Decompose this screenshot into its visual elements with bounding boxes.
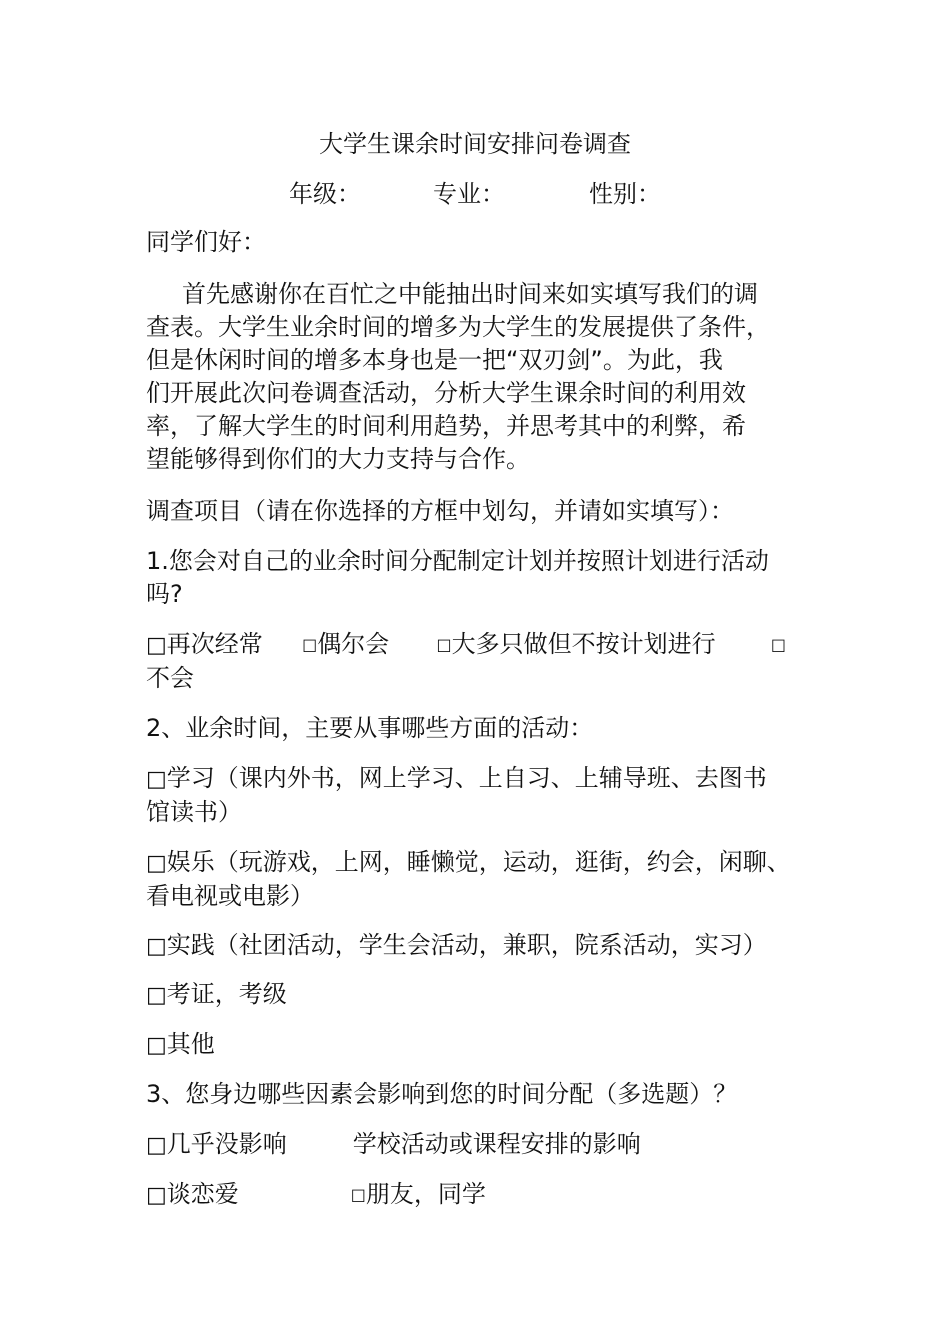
option-label: 实践（社团活动，学生会活动，兼职，院系活动，实习） (166, 931, 767, 959)
question-text: 1.您会对自己的业余时间分配制定计划并按照计划进行活动 (146, 547, 769, 575)
option-checkbox[interactable]: □ (146, 1133, 167, 1158)
option-label: 学校活动或课程安排的影响 (352, 1130, 641, 1158)
option-label: 其他 (166, 1030, 215, 1058)
intro-line: 首先感谢你在百忙之中能抽出时间来如实填写我们的调 (182, 280, 758, 308)
question-2-option-entertainment (146, 846, 826, 913)
question-3-options-row-2 (146, 1178, 826, 1212)
option-checkbox[interactable]: □ (146, 1183, 167, 1208)
option-label: 看电视或电影） (146, 882, 314, 910)
option-checkbox[interactable]: □ (350, 1185, 366, 1204)
intro-line: 查表。大学生业余时间的增多为大学生的发展提供了条件， (146, 313, 770, 341)
option-label: 不会 (146, 664, 194, 692)
major-label: 专业： (433, 180, 505, 208)
grade-label: 年级： (289, 180, 361, 208)
question-2-option-study (146, 762, 826, 829)
option-label: 大多只做但不按计划进行 (451, 630, 716, 658)
option-checkbox[interactable]: □ (146, 633, 167, 658)
option-label: 学习（课内外书，网上学习、上自习、上辅导班、去图书 (166, 764, 767, 792)
intro-paragraph (146, 278, 826, 476)
gender-label: 性别： (589, 180, 661, 208)
option-label: 再次经常 (166, 630, 263, 658)
intro-line: 望能够得到你们的大力支持与合作。 (146, 445, 530, 473)
question-2: 2、业余时间，主要从事哪些方面的活动： (146, 714, 594, 742)
option-label: 偶尔会 (317, 630, 390, 658)
option-label: 谈恋爱 (166, 1180, 239, 1208)
option-label: 几乎没影响 (166, 1130, 287, 1158)
option-checkbox[interactable]: □ (146, 1033, 167, 1058)
question-2-option-exams (146, 978, 826, 1012)
option-label: 娱乐（玩游戏，上网，睡懒觉，运动，逛街，约会，闲聊、 (166, 848, 791, 876)
option-checkbox[interactable]: □ (146, 851, 167, 876)
option-label: 馆读书） (146, 798, 242, 826)
option-checkbox[interactable]: □ (146, 934, 167, 959)
respondent-fields (0, 176, 950, 212)
option-checkbox[interactable]: □ (770, 635, 787, 654)
survey-instructions: 调查项目（请在你选择的方框中划勾，并请如实填写）： (146, 497, 734, 525)
question-1 (146, 545, 826, 611)
intro-line: 但是休闲时间的增多本身也是一把“双刃剑”。为此，我 (146, 346, 723, 374)
option-checkbox[interactable]: □ (436, 635, 452, 654)
question-2-option-practice (146, 929, 826, 963)
option-checkbox[interactable]: □ (146, 983, 167, 1008)
intro-line: 率，了解大学生的时间利用趋势，并思考其中的利弊，希 (146, 412, 746, 440)
intro-line: 们开展此次问卷调查活动，分析大学生课余时间的利用效 (146, 379, 746, 407)
question-3-options-row-1 (146, 1128, 826, 1162)
greeting: 同学们好： (146, 228, 266, 256)
question-3: 3、您身边哪些因素会影响到您的时间分配（多选题）？ (146, 1080, 738, 1108)
question-2-option-other (146, 1028, 826, 1062)
option-checkbox[interactable]: □ (146, 767, 167, 792)
option-label: 朋友，同学 (365, 1180, 486, 1208)
option-label: 考证，考级 (166, 980, 287, 1008)
page-title: 大学生课余时间安排问卷调查 (319, 130, 631, 158)
question-1-options (146, 628, 826, 695)
option-checkbox[interactable]: □ (302, 635, 318, 654)
question-text: 吗? (146, 580, 183, 608)
